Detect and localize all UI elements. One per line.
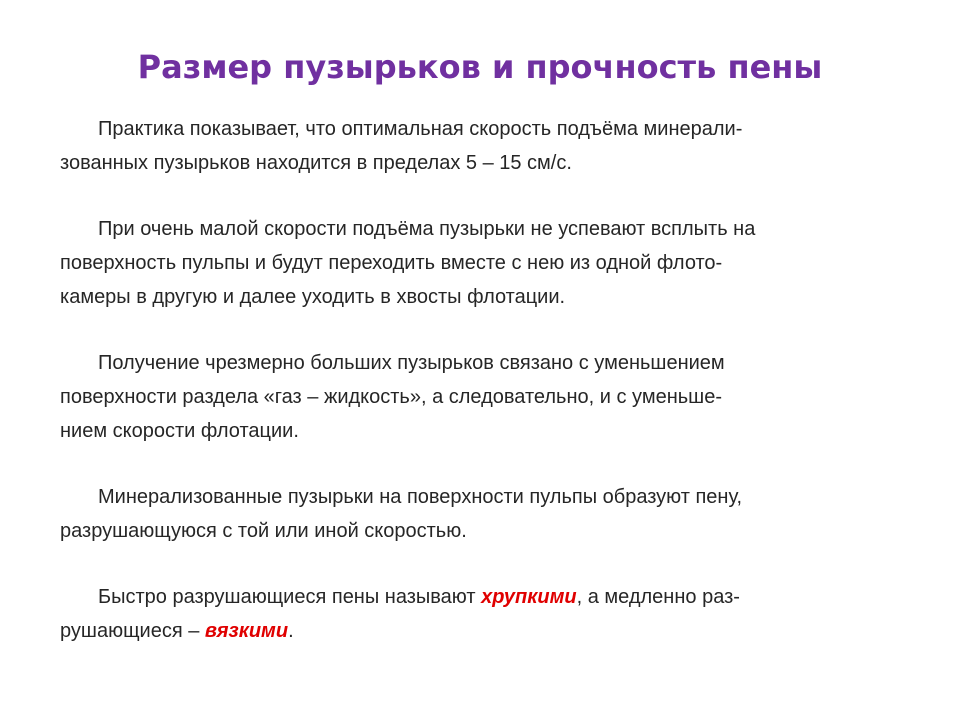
text-segment: , а медленно раз- (576, 586, 740, 608)
paragraph-low-speed (60, 212, 900, 314)
text-line: Минерализованные пузырьки на поверхности пульпы образуют пену, (98, 486, 742, 508)
text-line: Практика показывает, что оптимальная скорость подъёма минерали- (98, 118, 743, 140)
term-viscous: вязкими (204, 620, 289, 642)
text-segment: Быстро разрушающиеся пены называют (98, 586, 482, 608)
slide-body (60, 112, 900, 680)
text-line: камеры в другую и далее уходить в хвосты флотации. (60, 286, 566, 308)
text-line: разрушающуюся с той или иной скоростью. (60, 520, 467, 542)
paragraph-large-bubbles (60, 346, 900, 448)
text-line: зованных пузырьков находится в пределах 5 – 15 см/с. (60, 152, 572, 174)
text-line: Получение чрезмерно больших пузырьков связано с уменьшением (98, 352, 725, 374)
text-line: При очень малой скорости подъёма пузырьки не успевают всплыть на (98, 218, 756, 240)
text-line: нием скорости флотации. (60, 420, 299, 442)
text-line: поверхность пульпы и будут переходить вместе с нею из одной флото- (60, 252, 723, 274)
text-line (60, 580, 900, 614)
slide-title: Размер пузырьков и прочность пены (137, 48, 823, 86)
paragraph-foam-types (60, 580, 900, 648)
paragraph-foam-formation (60, 480, 900, 548)
text-segment: . (288, 620, 294, 642)
text-segment: рушающиеся – (60, 620, 205, 642)
text-line (60, 614, 900, 648)
paragraph-optimal-speed (60, 112, 900, 180)
term-fragile: хрупкими (481, 586, 577, 608)
text-line: поверхности раздела «газ – жидкость», а следовательно, и с уменьше- (60, 386, 722, 408)
